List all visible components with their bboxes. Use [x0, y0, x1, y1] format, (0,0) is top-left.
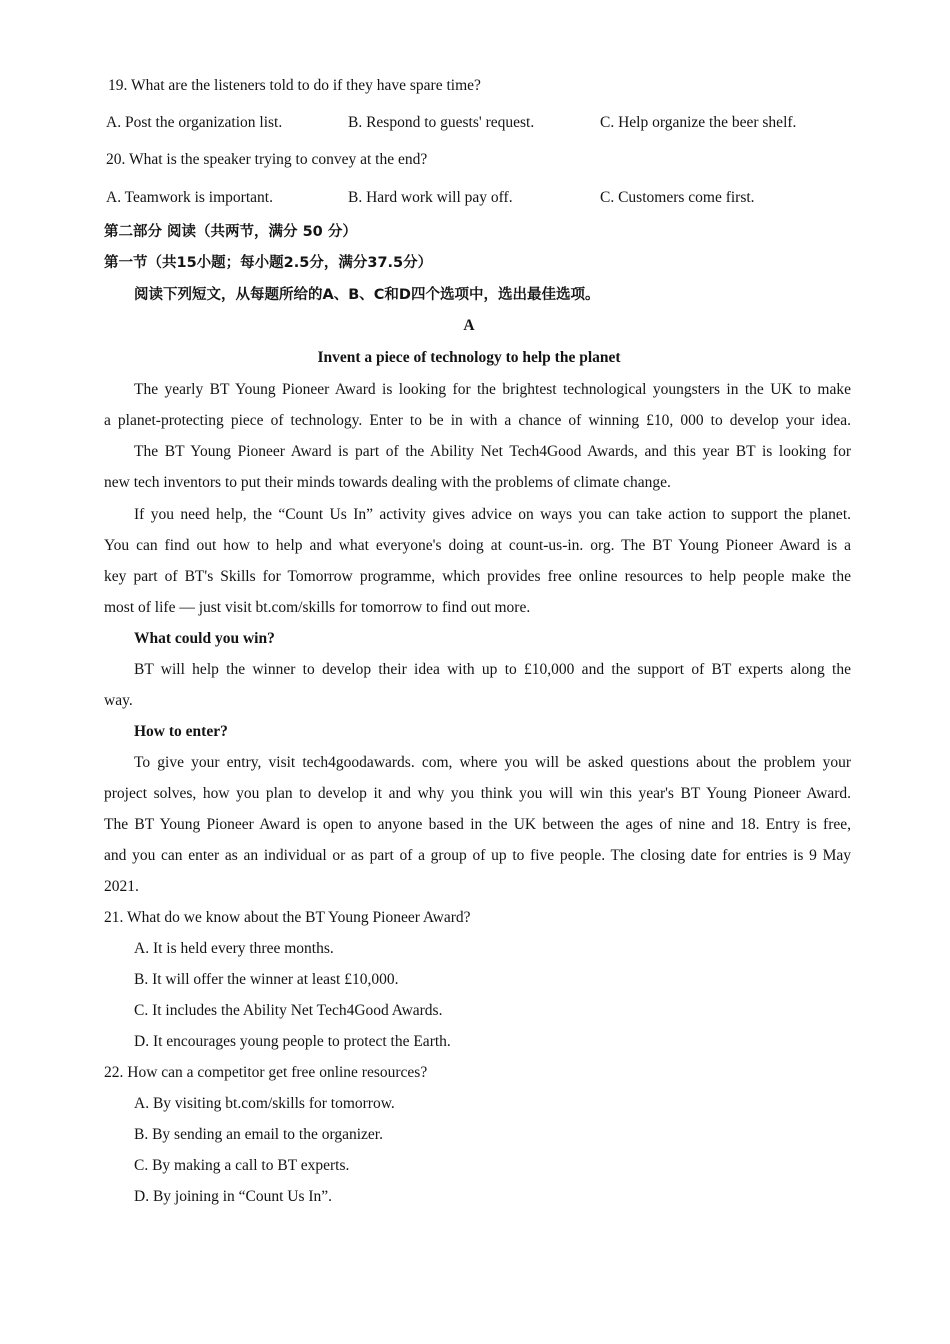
passage-letter: A	[463, 317, 475, 334]
passage-line: The BT Young Pioneer Award is part of the Ability Net Tech4Good Awards, and this year BT is looking for	[134, 443, 851, 460]
passage-line: project solves, how you plan to develop it and why you think you will win this year's BT Young Pioneer Award.	[104, 785, 851, 802]
question-19-option-a: A. Post the organization list.	[106, 114, 283, 131]
passage-line: If you need help, the “Count Us In” activity gives advice on ways you can take action to support the planet.	[134, 506, 851, 523]
question-21-option-b: B. It will offer the winner at least £10,000.	[134, 971, 399, 988]
question-21-option-d: D. It encourages young people to protect the Earth.	[134, 1033, 451, 1050]
passage-line: The yearly BT Young Pioneer Award is looking for the brightest technological youngsters in the UK to make	[134, 381, 851, 398]
question-19-option-c: C. Help organize the beer shelf.	[600, 114, 797, 131]
question-22-option-a: A. By visiting bt.com/skills for tomorrow.	[134, 1095, 395, 1112]
subheading-what-could-you-win: What could you win?	[134, 630, 275, 647]
passage-line: new tech inventors to put their minds towards dealing with the problems of climate change.	[104, 474, 671, 491]
passage-title: Invent a piece of technology to help the planet	[317, 349, 621, 366]
passage-line: way.	[104, 692, 133, 709]
passage-line: You can find out how to help and what everyone's doing at count-us-in. org. The BT Young Pioneer Award is a	[104, 537, 851, 554]
reading-instruction: 阅读下列短文，从每题所给的A、B、C和D四个选项中，选出最佳选项。	[134, 287, 600, 303]
question-22-option-c: C. By making a call to BT experts.	[134, 1157, 350, 1174]
passage-line: BT will help the winner to develop their idea with up to £10,000 and the support of BT experts along the	[134, 661, 851, 678]
question-22-option-d: D. By joining in “Count Us In”.	[134, 1188, 333, 1205]
subheading-how-to-enter: How to enter?	[134, 723, 228, 740]
section-one-heading: 第一节（共15小题；每小题2.5分，满分37.5分）	[104, 255, 433, 271]
question-21-option-a: A. It is held every three months.	[134, 940, 334, 957]
question-20-stem: 20. What is the speaker trying to convey at the end?	[106, 151, 428, 168]
question-21-option-c: C. It includes the Ability Net Tech4Good Awards.	[134, 1002, 443, 1019]
question-22-stem: 22. How can a competitor get free online resources?	[104, 1064, 428, 1081]
question-20-option-c: C. Customers come first.	[600, 189, 755, 206]
passage-line: most of life — just visit bt.com/skills for tomorrow to find out more.	[104, 599, 531, 616]
passage-line: and you can enter as an individual or as part of a group of up to five people. The closing date for entries is 9 May	[104, 847, 851, 864]
question-21-stem: 21. What do we know about the BT Young Pioneer Award?	[104, 909, 471, 926]
passage-line: a planet-protecting piece of technology. Enter to be in with a chance of winning £10, 000 to develop your idea.	[104, 412, 851, 429]
passage-line: To give your entry, visit tech4goodawards. com, where you will be asked questions about the problem your	[134, 754, 851, 771]
passage-line: 2021.	[104, 878, 139, 895]
question-20-option-b: B. Hard work will pay off.	[348, 189, 513, 206]
question-19-option-b: B. Respond to guests' request.	[348, 114, 535, 131]
question-19-stem: 19. What are the listeners told to do if they have spare time?	[108, 77, 481, 94]
part-two-heading: 第二部分 阅读（共两节，满分 50 分）	[104, 224, 357, 240]
question-20-option-a: A. Teamwork is important.	[106, 189, 273, 206]
passage-line: key part of BT's Skills for Tomorrow programme, which provides free online resources to help people make the	[104, 568, 851, 585]
passage-line: The BT Young Pioneer Award is open to anyone based in the UK between the ages of nine and 18. Entry is free,	[104, 816, 851, 833]
question-22-option-b: B. By sending an email to the organizer.	[134, 1126, 383, 1143]
